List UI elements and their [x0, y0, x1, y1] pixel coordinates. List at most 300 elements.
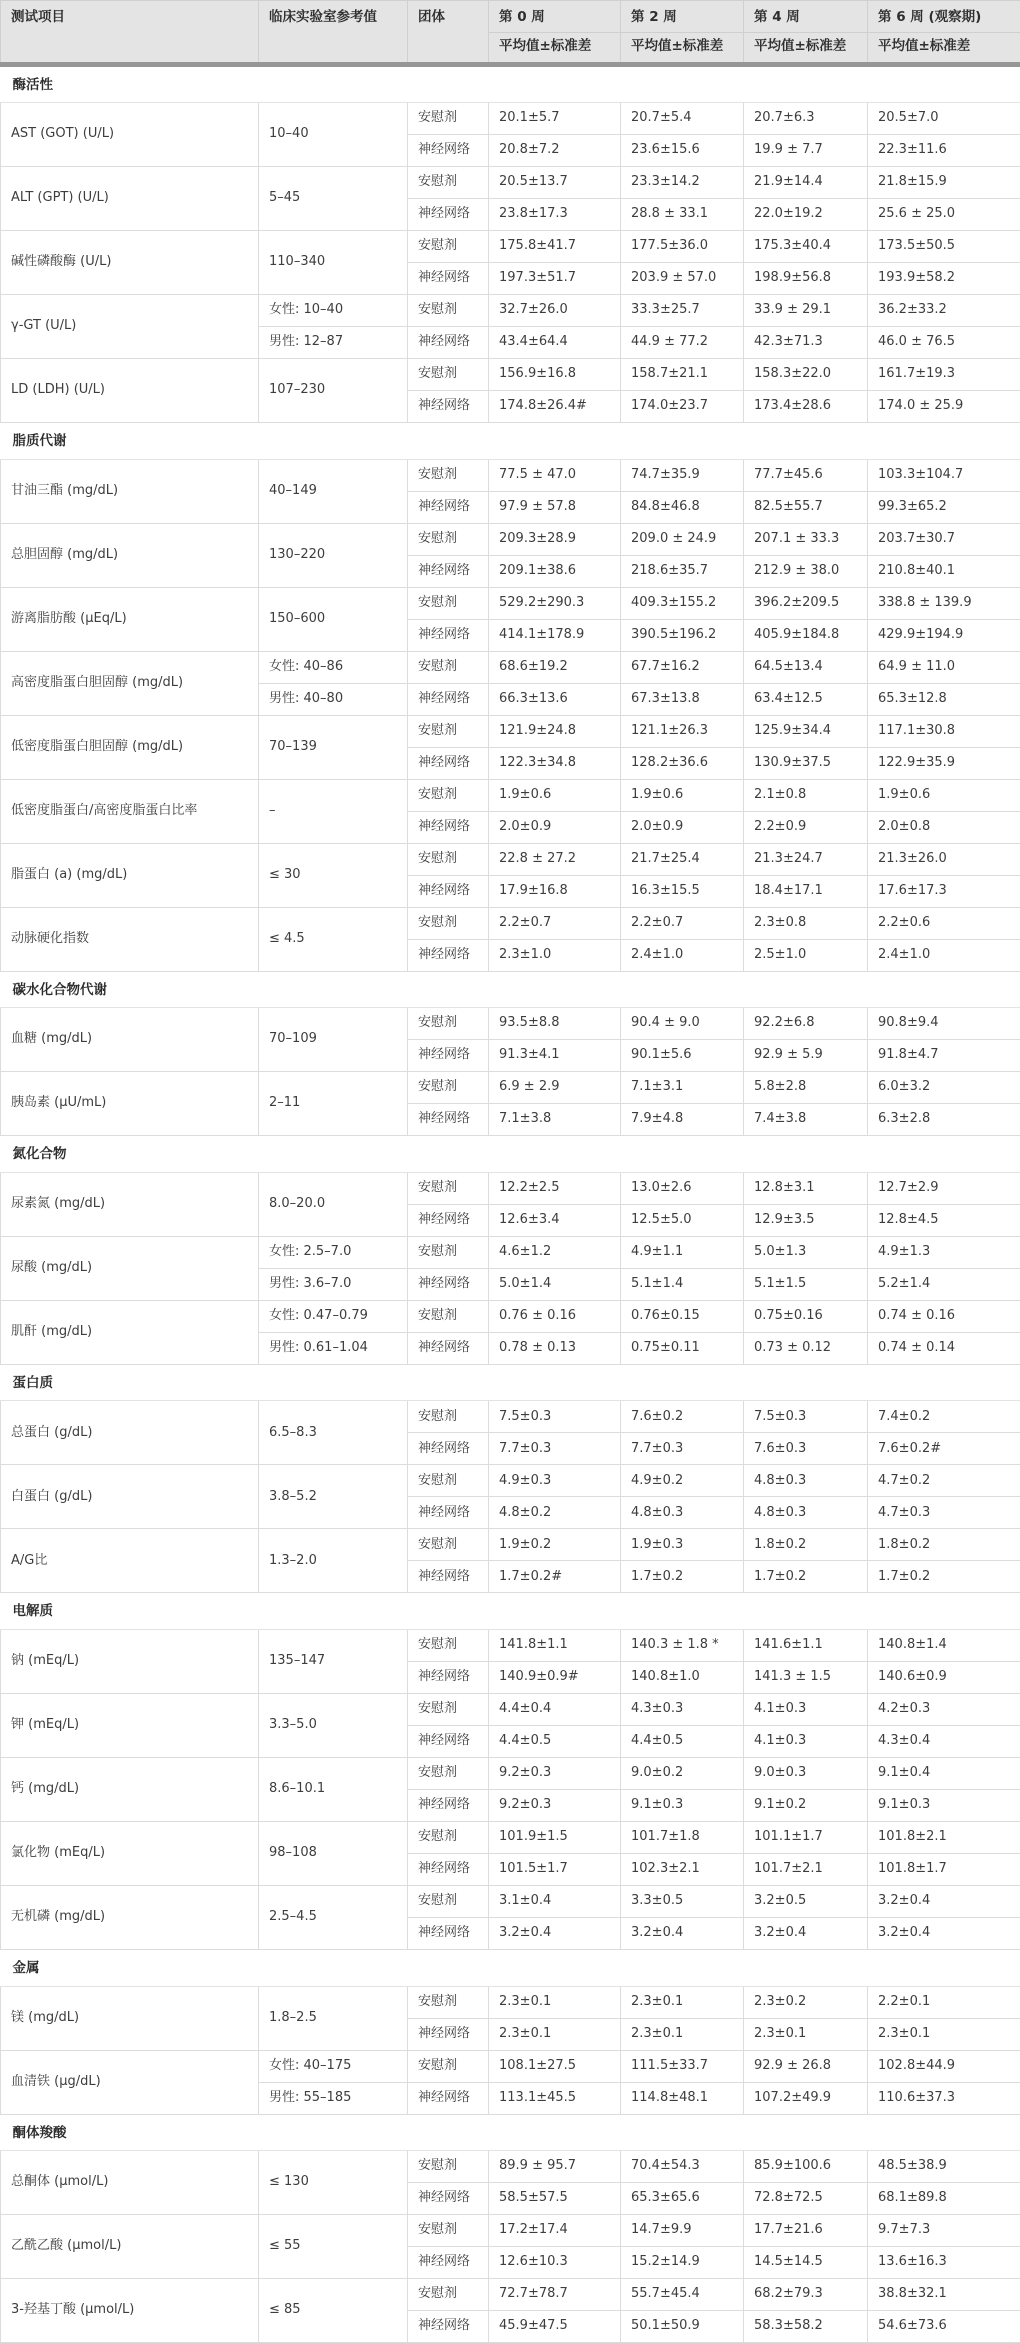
value-cell: 4.9±0.3: [489, 1465, 621, 1497]
value-cell: 63.4±12.5: [744, 683, 868, 715]
value-cell: 4.2±0.3: [868, 1694, 1020, 1726]
value-cell: 89.9 ± 95.7: [489, 2151, 621, 2183]
section-row: [1, 423, 1020, 460]
value-cell: 2.3±0.1: [489, 2018, 621, 2050]
value-cell: 28.8 ± 33.1: [621, 199, 744, 231]
reference-cell: 5–45: [259, 167, 408, 231]
test-row-placebo: [1, 1172, 1020, 1204]
value-cell: 46.0 ± 76.5: [868, 327, 1020, 359]
value-cell: 209.1±38.6: [489, 555, 621, 587]
value-cell: 2.2±0.7: [489, 907, 621, 939]
value-cell: 42.3±71.3: [744, 327, 868, 359]
value-cell: 2.3±0.8: [744, 907, 868, 939]
reference-male-cell: 男性: 0.61–1.04: [259, 1332, 408, 1364]
value-cell: 50.1±50.9: [621, 2311, 744, 2343]
group-placebo-cell: 安慰剂: [408, 1236, 489, 1268]
test-row-placebo: [1, 1529, 1020, 1561]
value-cell: 17.6±17.3: [868, 875, 1020, 907]
group-placebo-cell: 安慰剂: [408, 1986, 489, 2018]
value-cell: 92.9 ± 5.9: [744, 1040, 868, 1072]
test-row-placebo: [1, 359, 1020, 391]
reference-cell: ≤ 30: [259, 843, 408, 907]
value-cell: 130.9±37.5: [744, 747, 868, 779]
test-name-cell: 白蛋白 (g/dL): [1, 1465, 259, 1529]
test-row-placebo: [1, 1986, 1020, 2018]
value-cell: 4.4±0.4: [489, 1694, 621, 1726]
value-cell: 0.78 ± 0.13: [489, 1332, 621, 1364]
group-neural-cell: 神经网络: [408, 199, 489, 231]
value-cell: 21.9±14.4: [744, 167, 868, 199]
value-cell: 405.9±184.8: [744, 619, 868, 651]
value-cell: 414.1±178.9: [489, 619, 621, 651]
value-cell: 12.8±3.1: [744, 1172, 868, 1204]
value-cell: 210.8±40.1: [868, 555, 1020, 587]
reference-cell: 130–220: [259, 523, 408, 587]
value-cell: 4.4±0.5: [489, 1726, 621, 1758]
test-row-placebo: [1, 1072, 1020, 1104]
value-cell: 17.2±17.4: [489, 2215, 621, 2247]
value-cell: 101.7±2.1: [744, 1854, 868, 1886]
group-placebo-cell: 安慰剂: [408, 1300, 489, 1332]
group-placebo-cell: 安慰剂: [408, 651, 489, 683]
value-cell: 1.9±0.2: [489, 1529, 621, 1561]
group-neural-cell: 神经网络: [408, 2183, 489, 2215]
value-cell: 4.8±0.2: [489, 1497, 621, 1529]
value-cell: 44.9 ± 77.2: [621, 327, 744, 359]
reference-cell: 150–600: [259, 587, 408, 651]
value-cell: 110.6±37.3: [868, 2082, 1020, 2114]
table-body: [1, 64, 1020, 2342]
group-placebo-cell: 安慰剂: [408, 1401, 489, 1433]
group-neural-cell: 神经网络: [408, 2311, 489, 2343]
test-row-placebo: [1, 523, 1020, 555]
value-cell: 209.0 ± 24.9: [621, 523, 744, 555]
value-cell: 108.1±27.5: [489, 2050, 621, 2082]
reference-female-cell: 女性: 40–175: [259, 2050, 408, 2082]
value-cell: 5.1±1.5: [744, 1268, 868, 1300]
value-cell: 54.6±73.6: [868, 2311, 1020, 2343]
section-row: [1, 1364, 1020, 1401]
value-cell: 2.3±0.1: [621, 2018, 744, 2050]
value-cell: 111.5±33.7: [621, 2050, 744, 2082]
group-neural-cell: 神经网络: [408, 327, 489, 359]
value-cell: 7.7±0.3: [621, 1433, 744, 1465]
value-cell: 1.9±0.6: [868, 779, 1020, 811]
value-cell: 9.1±0.3: [621, 1790, 744, 1822]
value-cell: 91.8±4.7: [868, 1040, 1020, 1072]
value-cell: 140.8±1.4: [868, 1630, 1020, 1662]
value-cell: 43.4±64.4: [489, 327, 621, 359]
value-cell: 203.9 ± 57.0: [621, 263, 744, 295]
value-cell: 67.7±16.2: [621, 651, 744, 683]
test-row-placebo: [1, 103, 1020, 135]
test-row-placebo: [1, 651, 1020, 683]
test-row-placebo: [1, 167, 1020, 199]
test-row-placebo: [1, 2279, 1020, 2311]
test-name-cell: 低密度脂蛋白/高密度脂蛋白比率: [1, 779, 259, 843]
reference-cell: 70–139: [259, 715, 408, 779]
value-cell: 7.4±0.2: [868, 1401, 1020, 1433]
test-row-placebo: [1, 459, 1020, 491]
section-header: 酮体羧酸: [1, 2114, 1020, 2151]
value-cell: 17.9±16.8: [489, 875, 621, 907]
value-cell: 102.8±44.9: [868, 2050, 1020, 2082]
value-cell: 3.2±0.4: [489, 1918, 621, 1950]
value-cell: 2.3±0.2: [744, 1986, 868, 2018]
section-header: 酶活性: [1, 64, 1020, 103]
test-name-cell: 血清铁 (μg/dL): [1, 2050, 259, 2114]
section-row: [1, 971, 1020, 1008]
col-header-week-4: 第 4 周: [744, 1, 868, 33]
value-cell: 23.3±14.2: [621, 167, 744, 199]
value-cell: 15.2±14.9: [621, 2247, 744, 2279]
reference-female-cell: 女性: 40–86: [259, 651, 408, 683]
test-name-cell: 胰岛素 (μU/mL): [1, 1072, 259, 1136]
value-cell: 101.5±1.7: [489, 1854, 621, 1886]
value-cell: 2.2±0.7: [621, 907, 744, 939]
section-row: [1, 1593, 1020, 1630]
value-cell: 198.9±56.8: [744, 263, 868, 295]
value-cell: 23.6±15.6: [621, 135, 744, 167]
value-cell: 4.3±0.4: [868, 1726, 1020, 1758]
test-row-placebo: [1, 1008, 1020, 1040]
value-cell: 64.5±13.4: [744, 651, 868, 683]
group-placebo-cell: 安慰剂: [408, 1465, 489, 1497]
value-cell: 9.1±0.3: [868, 1790, 1020, 1822]
value-cell: 72.7±78.7: [489, 2279, 621, 2311]
value-cell: 12.6±3.4: [489, 1204, 621, 1236]
value-cell: 3.1±0.4: [489, 1886, 621, 1918]
group-neural-cell: 神经网络: [408, 2247, 489, 2279]
group-placebo-cell: 安慰剂: [408, 295, 489, 327]
reference-cell: 10–40: [259, 103, 408, 167]
value-cell: 12.9±3.5: [744, 1204, 868, 1236]
value-cell: 338.8 ± 139.9: [868, 587, 1020, 619]
value-cell: 25.6 ± 25.0: [868, 199, 1020, 231]
value-cell: 7.5±0.3: [744, 1401, 868, 1433]
section-header: 电解质: [1, 1593, 1020, 1630]
section-row: [1, 64, 1020, 103]
group-neural-cell: 神经网络: [408, 1561, 489, 1593]
value-cell: 158.3±22.0: [744, 359, 868, 391]
group-neural-cell: 神经网络: [408, 1268, 489, 1300]
test-name-cell: ALT (GPT) (U/L): [1, 167, 259, 231]
value-cell: 156.9±16.8: [489, 359, 621, 391]
test-row-placebo: [1, 1630, 1020, 1662]
value-cell: 2.0±0.9: [621, 811, 744, 843]
value-cell: 2.0±0.8: [868, 811, 1020, 843]
group-placebo-cell: 安慰剂: [408, 1008, 489, 1040]
value-cell: 1.8±0.2: [744, 1529, 868, 1561]
value-cell: 7.4±3.8: [744, 1104, 868, 1136]
value-cell: 16.3±15.5: [621, 875, 744, 907]
test-name-cell: 钠 (mEq/L): [1, 1630, 259, 1694]
value-cell: 92.2±6.8: [744, 1008, 868, 1040]
value-cell: 3.2±0.4: [621, 1918, 744, 1950]
value-cell: 68.1±89.8: [868, 2183, 1020, 2215]
value-cell: 2.3±0.1: [744, 2018, 868, 2050]
value-cell: 2.2±0.6: [868, 907, 1020, 939]
test-row-placebo: [1, 1401, 1020, 1433]
value-cell: 5.1±1.4: [621, 1268, 744, 1300]
reference-female-cell: 女性: 10–40: [259, 295, 408, 327]
value-cell: 1.9±0.6: [621, 779, 744, 811]
group-placebo-cell: 安慰剂: [408, 2215, 489, 2247]
value-cell: 173.4±28.6: [744, 391, 868, 423]
group-neural-cell: 神经网络: [408, 683, 489, 715]
value-cell: 90.8±9.4: [868, 1008, 1020, 1040]
value-cell: 68.6±19.2: [489, 651, 621, 683]
value-cell: 7.7±0.3: [489, 1433, 621, 1465]
test-row-placebo: [1, 907, 1020, 939]
value-cell: 2.3±0.1: [489, 1986, 621, 2018]
group-placebo-cell: 安慰剂: [408, 715, 489, 747]
value-cell: 0.75±0.11: [621, 1332, 744, 1364]
group-placebo-cell: 安慰剂: [408, 907, 489, 939]
test-row-placebo: [1, 295, 1020, 327]
value-cell: 2.4±1.0: [621, 939, 744, 971]
value-cell: 7.1±3.1: [621, 1072, 744, 1104]
value-cell: 175.3±40.4: [744, 231, 868, 263]
value-cell: 90.1±5.6: [621, 1040, 744, 1072]
value-cell: 6.0±3.2: [868, 1072, 1020, 1104]
value-cell: 4.9±1.1: [621, 1236, 744, 1268]
test-row-placebo: [1, 587, 1020, 619]
group-neural-cell: 神经网络: [408, 491, 489, 523]
value-cell: 529.2±290.3: [489, 587, 621, 619]
group-placebo-cell: 安慰剂: [408, 359, 489, 391]
value-cell: 22.3±11.6: [868, 135, 1020, 167]
value-cell: 20.5±7.0: [868, 103, 1020, 135]
reference-cell: 107–230: [259, 359, 408, 423]
group-neural-cell: 神经网络: [408, 1854, 489, 1886]
value-cell: 203.7±30.7: [868, 523, 1020, 555]
value-cell: 140.3 ± 1.8 *: [621, 1630, 744, 1662]
test-name-cell: 总胆固醇 (mg/dL): [1, 523, 259, 587]
test-name-cell: 甘油三酯 (mg/dL): [1, 459, 259, 523]
reference-cell: 98–108: [259, 1822, 408, 1886]
reference-cell: ≤ 55: [259, 2215, 408, 2279]
value-cell: 0.74 ± 0.14: [868, 1332, 1020, 1364]
value-cell: 97.9 ± 57.8: [489, 491, 621, 523]
value-cell: 14.7±9.9: [621, 2215, 744, 2247]
value-cell: 21.3±24.7: [744, 843, 868, 875]
value-cell: 158.7±21.1: [621, 359, 744, 391]
group-placebo-cell: 安慰剂: [408, 779, 489, 811]
group-placebo-cell: 安慰剂: [408, 843, 489, 875]
value-cell: 0.76±0.15: [621, 1300, 744, 1332]
test-row-placebo: [1, 1758, 1020, 1790]
test-name-cell: LD (LDH) (U/L): [1, 359, 259, 423]
value-cell: 197.3±51.7: [489, 263, 621, 295]
value-cell: 175.8±41.7: [489, 231, 621, 263]
value-cell: 85.9±100.6: [744, 2151, 868, 2183]
value-cell: 141.3 ± 1.5: [744, 1662, 868, 1694]
value-cell: 121.9±24.8: [489, 715, 621, 747]
value-cell: 4.8±0.3: [744, 1465, 868, 1497]
test-name-cell: 钾 (mEq/L): [1, 1694, 259, 1758]
value-cell: 7.5±0.3: [489, 1401, 621, 1433]
test-name-cell: 尿酸 (mg/dL): [1, 1236, 259, 1300]
value-cell: 173.5±50.5: [868, 231, 1020, 263]
group-neural-cell: 神经网络: [408, 555, 489, 587]
group-neural-cell: 神经网络: [408, 1332, 489, 1364]
value-cell: 114.8±48.1: [621, 2082, 744, 2114]
value-cell: 140.6±0.9: [868, 1662, 1020, 1694]
value-cell: 36.2±33.2: [868, 295, 1020, 327]
value-cell: 20.8±7.2: [489, 135, 621, 167]
value-cell: 2.4±1.0: [868, 939, 1020, 971]
value-cell: 4.6±1.2: [489, 1236, 621, 1268]
group-neural-cell: 神经网络: [408, 1433, 489, 1465]
value-cell: 1.7±0.2#: [489, 1561, 621, 1593]
header-row-weeks: [1, 1, 1020, 33]
section-header: 氮化合物: [1, 1136, 1020, 1173]
value-cell: 18.4±17.1: [744, 875, 868, 907]
test-row-placebo: [1, 1465, 1020, 1497]
test-row-placebo: [1, 1886, 1020, 1918]
value-cell: 122.3±34.8: [489, 747, 621, 779]
value-cell: 4.7±0.2: [868, 1465, 1020, 1497]
section-row: [1, 2114, 1020, 2151]
value-cell: 93.5±8.8: [489, 1008, 621, 1040]
test-row-placebo: [1, 2215, 1020, 2247]
test-name-cell: 肌酐 (mg/dL): [1, 1300, 259, 1364]
test-name-cell: γ-GT (U/L): [1, 295, 259, 359]
group-neural-cell: 神经网络: [408, 1662, 489, 1694]
group-placebo-cell: 安慰剂: [408, 1822, 489, 1854]
value-cell: 14.5±14.5: [744, 2247, 868, 2279]
value-cell: 5.0±1.4: [489, 1268, 621, 1300]
value-cell: 21.7±25.4: [621, 843, 744, 875]
value-cell: 55.7±45.4: [621, 2279, 744, 2311]
reference-cell: 1.8–2.5: [259, 1986, 408, 2050]
value-cell: 1.9±0.3: [621, 1529, 744, 1561]
value-cell: 20.7±6.3: [744, 103, 868, 135]
value-cell: 3.2±0.4: [868, 1886, 1020, 1918]
value-cell: 2.3±1.0: [489, 939, 621, 971]
value-cell: 9.2±0.3: [489, 1790, 621, 1822]
test-row-placebo: [1, 779, 1020, 811]
value-cell: 207.1 ± 33.3: [744, 523, 868, 555]
value-cell: 4.1±0.3: [744, 1694, 868, 1726]
value-cell: 21.8±15.9: [868, 167, 1020, 199]
value-cell: 4.3±0.3: [621, 1694, 744, 1726]
test-row-placebo: [1, 1236, 1020, 1268]
value-cell: 4.8±0.3: [621, 1497, 744, 1529]
value-cell: 65.3±65.6: [621, 2183, 744, 2215]
group-neural-cell: 神经网络: [408, 1726, 489, 1758]
value-cell: 396.2±209.5: [744, 587, 868, 619]
group-neural-cell: 神经网络: [408, 1918, 489, 1950]
value-cell: 65.3±12.8: [868, 683, 1020, 715]
group-placebo-cell: 安慰剂: [408, 1694, 489, 1726]
test-name-cell: A/G比: [1, 1529, 259, 1593]
test-name-cell: 血糖 (mg/dL): [1, 1008, 259, 1072]
value-cell: 122.9±35.9: [868, 747, 1020, 779]
value-cell: 3.2±0.4: [744, 1918, 868, 1950]
value-cell: 141.8±1.1: [489, 1630, 621, 1662]
table-header: [1, 1, 1020, 65]
reference-cell: 3.8–5.2: [259, 1465, 408, 1529]
group-neural-cell: 神经网络: [408, 1790, 489, 1822]
value-cell: 1.8±0.2: [868, 1529, 1020, 1561]
value-cell: 12.8±4.5: [868, 1204, 1020, 1236]
value-cell: 5.0±1.3: [744, 1236, 868, 1268]
value-cell: 33.9 ± 29.1: [744, 295, 868, 327]
value-cell: 140.8±1.0: [621, 1662, 744, 1694]
value-cell: 90.4 ± 9.0: [621, 1008, 744, 1040]
value-cell: 17.7±21.6: [744, 2215, 868, 2247]
value-cell: 0.74 ± 0.16: [868, 1300, 1020, 1332]
section-header: 蛋白质: [1, 1364, 1020, 1401]
section-header: 碳水化合物代谢: [1, 971, 1020, 1008]
value-cell: 58.5±57.5: [489, 2183, 621, 2215]
test-name-cell: 总酮体 (μmol/L): [1, 2151, 259, 2215]
value-cell: 107.2±49.9: [744, 2082, 868, 2114]
group-placebo-cell: 安慰剂: [408, 231, 489, 263]
value-cell: 2.1±0.8: [744, 779, 868, 811]
col-subheader-mean-sd-3: 平均值±标准差: [868, 32, 1020, 64]
value-cell: 9.7±7.3: [868, 2215, 1020, 2247]
group-placebo-cell: 安慰剂: [408, 167, 489, 199]
value-cell: 77.7±45.6: [744, 459, 868, 491]
value-cell: 1.7±0.2: [744, 1561, 868, 1593]
group-neural-cell: 神经网络: [408, 135, 489, 167]
reference-cell: ≤ 130: [259, 2151, 408, 2215]
group-neural-cell: 神经网络: [408, 811, 489, 843]
value-cell: 0.76 ± 0.16: [489, 1300, 621, 1332]
value-cell: 3.2±0.5: [744, 1886, 868, 1918]
value-cell: 22.0±19.2: [744, 199, 868, 231]
section-row: [1, 1950, 1020, 1987]
value-cell: 67.3±13.8: [621, 683, 744, 715]
value-cell: 101.8±1.7: [868, 1854, 1020, 1886]
reference-male-cell: 男性: 40–80: [259, 683, 408, 715]
group-placebo-cell: 安慰剂: [408, 459, 489, 491]
reference-cell: ≤ 4.5: [259, 907, 408, 971]
value-cell: 7.9±4.8: [621, 1104, 744, 1136]
value-cell: 2.2±0.9: [744, 811, 868, 843]
value-cell: 22.8 ± 27.2: [489, 843, 621, 875]
value-cell: 4.4±0.5: [621, 1726, 744, 1758]
value-cell: 9.0±0.3: [744, 1758, 868, 1790]
reference-cell: 8.6–10.1: [259, 1758, 408, 1822]
section-header: 脂质代谢: [1, 423, 1020, 460]
group-neural-cell: 神经网络: [408, 1204, 489, 1236]
col-subheader-mean-sd-1: 平均值±标准差: [621, 32, 744, 64]
value-cell: 429.9±194.9: [868, 619, 1020, 651]
test-row-placebo: [1, 1822, 1020, 1854]
value-cell: 70.4±54.3: [621, 2151, 744, 2183]
group-placebo-cell: 安慰剂: [408, 1630, 489, 1662]
group-neural-cell: 神经网络: [408, 619, 489, 651]
value-cell: 13.0±2.6: [621, 1172, 744, 1204]
section-header: 金属: [1, 1950, 1020, 1987]
value-cell: 174.0±23.7: [621, 391, 744, 423]
test-name-cell: 动脉硬化指数: [1, 907, 259, 971]
value-cell: 58.3±58.2: [744, 2311, 868, 2343]
value-cell: 174.8±26.4#: [489, 391, 621, 423]
section-row: [1, 1136, 1020, 1173]
value-cell: 101.9±1.5: [489, 1822, 621, 1854]
reference-cell: 1.3–2.0: [259, 1529, 408, 1593]
value-cell: 212.9 ± 38.0: [744, 555, 868, 587]
value-cell: 13.6±16.3: [868, 2247, 1020, 2279]
value-cell: 117.1±30.8: [868, 715, 1020, 747]
col-header-week-6: 第 6 周 (观察期): [868, 1, 1020, 33]
reference-cell: ≤ 85: [259, 2279, 408, 2343]
